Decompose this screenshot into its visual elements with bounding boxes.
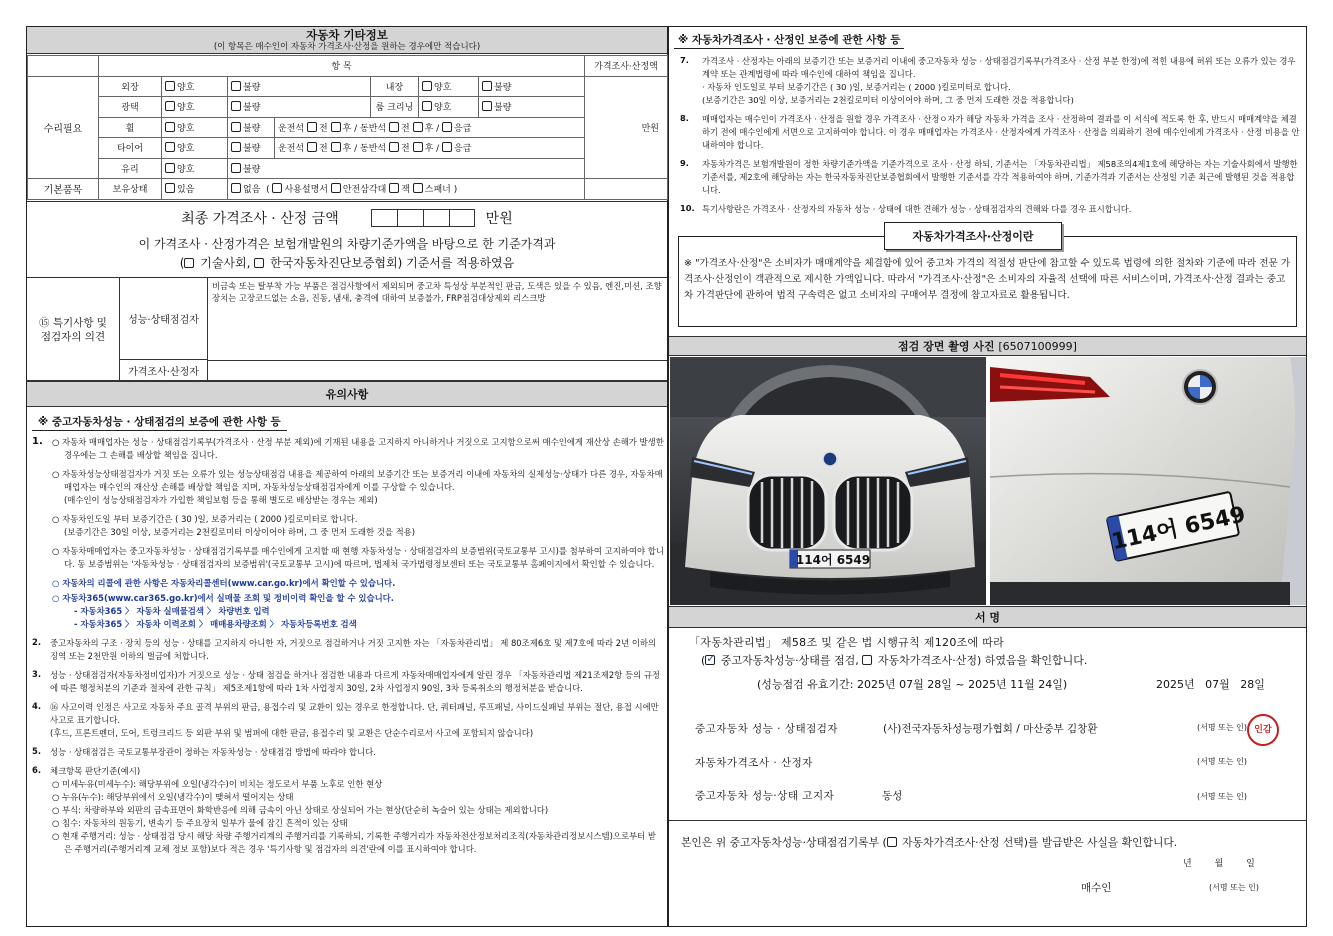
criteria-1: ○ 미세누유(미세누수): 해당부위에 오일(냉각수)이 비치는 정도로서 부품 노후로 인한 현상 — [52, 779, 383, 789]
final-amount-input[interactable] — [371, 209, 475, 227]
tire-position-row: 운전석 전 후 / 동반석 전 후 / 응급 — [275, 138, 585, 159]
tire-bad-checkbox[interactable] — [231, 142, 241, 152]
law-reference: 「자동차관리법」 제58조 및 같은 법 시행규칙 제120조에 따라 — [689, 636, 1005, 649]
rear-plate-text: 114어 6549 — [1109, 502, 1248, 556]
final-amount-section — [27, 201, 667, 278]
wheel-label: 휠 — [99, 117, 162, 138]
wheel-bad-checkbox[interactable] — [231, 122, 241, 132]
receipt-section — [669, 822, 1306, 926]
criteria-5: ○ 현재 주행거리: 성능 · 상태점검 당시 해당 차량 주행거리계의 주행거리를 기록하되, 기록한 주행거리가 자동차전산정보처리조직(자동차관리정보시스템)으로부터 받은 주행거리(주행거리계 교체 정보 포함)보다 적은 경우 '특기사항 및 점검자의 의견'란에 이를 표시하여야 합니다. — [52, 831, 656, 854]
photo-id: [6507100999] — [998, 340, 1077, 353]
tire-good-checkbox[interactable] — [165, 142, 175, 152]
room-bad-checkbox[interactable] — [482, 101, 492, 111]
price-guar-7: 가격조사 · 산정자는 아래의 보증기간 또는 보증거리 이내에 중고자동차 성능 · 상태점검기록부(가격조사 · 산정 부분 한정)에 적힌 내용에 허위 또는 오류가 있는 경우 계약 또는 관계법령에 따라 매수인에 대하여 책임을 집니다. — [702, 56, 1296, 79]
rear-car-photo — [990, 357, 1306, 605]
receipt-date: 년 월 일 — [1183, 859, 1255, 869]
notice-item-f3: - 자동차365 〉 자동차 이력조회 〉 매매용차량조회 〉 자동차등록번호 검색 — [74, 619, 357, 629]
price-guar-10: 특기사항란은 가격조사 · 산정자의 자동차 성능 · 상태에 대한 견해가 성능 · 상태점검자의 견해와 다를 경우 표시합니다. — [702, 204, 1132, 214]
etc-info-header — [27, 27, 667, 54]
price-guar-7b: · 자동차 인도일로 부터 보증기간은 ( 30 )일, 보증거리는 ( 2000 )킬로미터로 합니다. — [702, 82, 1011, 92]
interior-bad-checkbox[interactable] — [482, 81, 492, 91]
notice-heading: ※ 중고자동차성능 · 상태점검의 보증에 관한 사항 등 — [32, 414, 287, 431]
price-appraiser-sign: (서명 또는 인) — [1197, 757, 1247, 766]
price-header: 가격조사·산정액 — [585, 56, 668, 77]
exterior-good-checkbox[interactable] — [165, 81, 175, 91]
notice-5: 성능 · 상태점검은 국토교통부장관이 정하는 자동차성능 · 상태점검 방법에 따라야 합니다. — [50, 747, 376, 757]
price-guar-9: 자동차가격은 보험개발원이 정한 차량기준가액을 기준가격으로 조사 · 산정 하되, 기준서는 「자동차관리법」 제58조의4제1호에 해당하는 자는 기술사회에서 발행한 기준서를, 제2호에 해당하는 자는 한국자동차진단보증협회에서 발행한 기준서를 각각 적용하여야 하며, 기준가격과 기준서는 산정일 기준 최근에 발행된 것을 적용합니다. — [702, 159, 1298, 195]
final-amount-unit: 만원 — [485, 211, 513, 227]
notice-4b: (후드, 프론트펜더, 도어, 트렁크리드 등 외판 부위 및 범퍼에 대한 판금, 용접수리 및 교환은 단순수리로서 사고에 포함되지 않습니다) — [50, 728, 534, 738]
final-amount-title: 최종 가격조사 · 산정 금액 — [181, 211, 339, 227]
etc-info-subtitle: (이 항목은 매수인이 자동차 가격조사·산정을 원하는 경우에만 적습니다) — [213, 42, 481, 52]
notifier-name: 동성 — [882, 790, 903, 802]
inspector-name: (사)전국자동차성능평가협회 / 마산중부 김창환 — [883, 723, 1098, 735]
check-line: (✓ 중고자동차성능·상태를 점검, 자동차가격조사·산정) 하였음을 확인합니다. — [701, 652, 1087, 668]
perf-inspector-opinion: 비금속 또는 탈부착 가능 부품은 점검사항에서 제외되며 중고차 특성상 부분적인 판금, 도색은 있을 수 있음, 엔진,미션, 조향장치는 고장코드없는 소음, 진동, 냄새, 충격에 대하여 보증불가, FRP점검대상제외 리스크방 — [212, 281, 662, 303]
special-notes-label: ⑮ 특기사항 및 점검자의 의견 — [27, 278, 120, 381]
own-status-label: 보유상태 — [99, 179, 162, 200]
gloss-bad-checkbox[interactable] — [231, 101, 241, 111]
notice-item-a: ○ 자동차 매매업자는 성능 · 상태점검기록부(가격조사 · 산정 부분 제외)에 기재된 내용을 고지하지 아니하거나 거짓으로 고지함으로써 매수인에게 재산상 손해가 발생한 경우에는 그 손해를 배상할 책임을 집니다. — [52, 437, 664, 460]
etc-info-title: 자동차 기타정보 — [306, 28, 388, 42]
notice-item-e: ○ 자동차의 리콜에 관한 사항은 자동차리콜센터(www.car.go.kr)에서 확인할 수 있습니다. — [52, 578, 396, 588]
validity-period: (성능점검 유효기간: 2025년 07월 28일 ~ 2025년 11월 24일) — [757, 678, 1068, 691]
have-checkbox[interactable] — [165, 183, 175, 193]
rear-car-illustration — [990, 357, 1306, 605]
room-cleaning-label: 룸 크리닝 — [371, 97, 419, 118]
receipt-text: 본인은 위 중고자동차성능·상태점검기록부 ( 자동차가격조사·산정 선택)를 발급받은 사실을 확인합니다. — [681, 836, 1178, 849]
gloss-label: 광택 — [99, 97, 162, 118]
front-plate-text: 114어 6549 — [795, 553, 871, 567]
wheel-good-checkbox[interactable] — [165, 122, 175, 132]
inspector-label: 중고자동차 성능 · 상태점검자 — [695, 723, 839, 735]
photo-title: 점검 장면 촬영 사진 — [898, 340, 995, 353]
price-guar-8: 매매업자는 매수인이 가격조사 · 산정을 원할 경우 가격조사 · 산정ㅇ자가 해당 자동차 가격을 조사 · 산정하여 결과를 이 서식에 적도록 한 후, 반드시 매매계약을 체결하기 전에 매수인에게 서면으로 고지하여야 합니다. 이 경우 매매업자는 가격조사 · 산정자에게 가격조사 · 산정을 의뢰하기 전에 매수인에게 가격조사 · 산정 비용을 안내하여야 합니다. — [702, 114, 1300, 150]
notice-item-f: ○ 자동차365(www.car365.go.kr)에서 실매물 조회 및 정비이력 확인을 할 수 있습니다. — [52, 593, 394, 603]
final-line1: 이 가격조사 · 산정가격은 보험개발원의 차량기준가액을 바탕으로 한 기준가격과 — [138, 237, 556, 251]
perf-check-checkbox[interactable] — [705, 655, 715, 665]
notice-3: 성능 · 상태점검자(자동차정비업자)가 거짓으로 성능 · 상태 점검을 하거나 점검한 내용과 다르게 자동차매매업자에게 알린 경우 「자동차관리법 제21조제2항 등의 규정에 따른 행정처분의 기준과 절차에 관한 규칙」 제5조제1항에 따라 1차 사업정지 30일, 2차 사업정지 90일, 3차 등록취소의 행정처분을 받습니다. — [50, 670, 661, 693]
notice-item-c2: (보증기간은 30일 이상, 보증거리는 2천킬로미터 이상이어야 하며, 그 중 먼저 도래한 것을 적용) — [64, 527, 416, 537]
criteria-4: ○ 침수: 자동차의 원동기, 변속기 등 주요장치 일부가 물에 잠긴 흔적이 있는 상태 — [52, 818, 348, 828]
glass-bad-checkbox[interactable] — [231, 163, 241, 173]
notice-item-f2: - 자동차365 〉 자동차 실매물검색 〉 차량번호 입력 — [74, 606, 270, 616]
receipt-price-checkbox[interactable] — [887, 837, 897, 847]
notice-4: ⑯ 사고이력 인정은 사고로 자동차 주요 골격 부위의 판금, 용접수리 및 교환이 있는 경우로 한정합니다. 단, 쿼터패널, 루프패널, 사이드실패널 부위는 절단, 용접 시에만 사고로 표기합니다. — [50, 702, 659, 725]
price-guar-7c: (보증기간은 30일 이상, 보증거리는 2천킬로미터 이상이어야 하며, 그 중 먼저 도래한 것을 적용합니다) — [702, 95, 1074, 105]
repair-needed-label: 수리필요 — [28, 76, 99, 179]
notice-item-b: ○ 자동차성능상태점검자가 거짓 또는 오류가 있는 성능상태점검 내용을 제공하여 아래의 보증기간 또는 보증거리 이내에 자동차의 실제성능·상태가 다른 경우, 자동차매매업자는 매수인의 재산상 손해를 배상할 책임을 지며, 자동차성능상태점검자에게 이를 구상할 수 있습니다. — [52, 469, 663, 492]
glass-good-checkbox[interactable] — [165, 163, 175, 173]
front-car-illustration — [670, 357, 986, 605]
definition-text: ※ "가격조사·산정"은 소비자가 매매계약을 체결함에 있어 중고차 가격의 적절성 판단에 참고할 수 있도록 법령에 의한 절차와 기준에 따라 전문 가격조사·산정인이 객관적으로 제시한 가액입니다. 따라서 "가격조사·산정"은 소비자의 자율적 선택에 따른 서비스이며, 가격조사·산정 결과는 중고차 가격판단에 관하여 법적 구속력은 없고 소비자의 구매여부 결정에 참고자료로 활용됩니다. — [684, 258, 1291, 301]
tire-label: 타이어 — [99, 138, 162, 159]
wheel-position-row: 운전석 전 후 / 동반석 전 후 / 응급 — [275, 117, 585, 138]
interior-label: 내장 — [371, 76, 419, 97]
kadwa-checkbox[interactable] — [254, 258, 264, 268]
special-notes-section — [27, 278, 667, 381]
notice-body: ※ 중고자동차성능 · 상태점검의 보증에 관한 사항 등 1. ○ 자동차 매매업자는 성능 · 상태점검기록부(가격조사 · 산정 부분 제외)에 기재된 내용을 고지하지 아니하거나 거짓으로 고지함으로써 매수인에게 재산상 손해가 발생한 경우에는 그 손해를 배상할 책임을 집니다. ○ 자동차성능상태점검자가 거짓 또는 오류가 있는 성능상태점검 내용을 제공하여 아래의 보증기간 또는 보증거리 이내에 자동차의 실제성능·상태가 다른 경우, 자동차매매업자는 매수인의 재산상 손해를 배상할 책임을 지며, 자동차성능상태점검자에게 이를 구상할 수 있습니다. (매수인이 성능상태점검자가 가입한 책임보험 등을 통해 별도로 배상받는 경우는 제외) ○ 자동차인도일 부터 보증기간은 ( 30 )일, 보증거리는 ( 2000 )킬로미터로 합니다. (보증기간은 30일 이상, 보증거리는 2천킬로미터 이상이어야 하며, 그 중 먼저 도래한 것을 적용) ○ 자동차매매업자는 중고자동차성능 · 상태점검기록부를 매수인에게 고지할 때 현행 자동차성능 · 상태점검자의 보증범위(국토교통부 고시)를 첨부하여 고지하여야 합니다. 동 보증범위는 '자동차성능 · 상태점검자의 보증범위'(국토교통부 고시)에 따르며, 법제처 국가법령정보센터 또는 국토교통부 홈페이지에서 확인할 수 있습니다. ○ 자동차의 리콜에 관한 사항은 자동차리콜센터(www.car.go.kr)에서 확인할 수 있습니다. ○ 자동차365(www.car365.go.kr)에서 실매물 조회 및 정비이력 확인을 할 수 있습니다. - 자동차365 〉 자동차 실매물검색 〉 차량번호 입력 - 자동차365 〉 자동차 이력조회 〉 매매용차량조회 〉 자동차등록번호 검색 2. 중고자동차의 구조 · 장치 등의 성능 · 상태를 고지하지 아니한 자, 거짓으로 점검하거나 거짓 고지한 자는 「자동차관리법」 제 80조제6호 및 제7호에 따라 2년 이하의 징역 또는 2천만원 이하의 벌금에 처합니다. 3. 성능 · 상태점검자(자동차정비업자)가 거짓으로 성능 · 상태 점검을 하거나 점검한 내용과 다르게 자동차매매업자에게 알린 경우 「자동차관리법 제21조제2항 등의 규정에 따른 행정처분의 기준과 절차에 관한 규칙」 제5조제1항에 따라 1차 사업정지 30일, 2차 사업정지 90일, 3차 등록취소의 행정처분을 받습니다. 4. ⑯ 사고이력 인정은 사고로 자동차 주요 골격 부위의 판금, 용접수리 및 교환이 있는 경우로 한정합니다. 단, 쿼터패널, 루프패널, 사이드실패널 부위는 절단, 용접 시에만 사고로 표기합니다. (후드, 프론트펜더, 도어, 트렁크리드 등 외판 부위 및 범퍼에 대한 판금, 용접수리 및 교환은 단순수리로서 사고에 포함되지 않습니다) 5. 성능 · 상태점검은 국토교통부장관이 정하는 자동차성능 · 상태점검 방법에 따라야 합니다. 6. 체크항목 판단기준(예시) ○ 미세누유(미세누수): 해당부위에 오일(냉각수)이 비치는 정도로서 부품 노후로 인한 현상 ○ 누유(누수): 해당부위에서 오일(냉각수)이 맺혀서 떨어지는 상태 ○ 부식: 차량하부와 외판의 금속표면이 화학반응에 의해 금속이 아닌 상태로 상실되어 가는 현상(단순히 녹슬어 있는 상태는 제외합니다) ○ 침수: 자동차의 원동기, 변속기 등 주요장치 일부가 물에 잠긴 흔적이 있는 상태 ○ 현재 주행거리: 성능 · 상태점검 당시 해당 차량 주행거리계의 주행거리를 기록하되, 기록한 주행거리가 자동차전산정보처리조직(자동차관리정보시스템)으로부터 받은 주행거리(주행거리계 교체 정보 포함)보다 적은 경우 '특기사항 및 점검자의 의견'란에 이를 표시하여야 합니다. — [32, 416, 664, 854]
repair-table: 항 목 가격조사·산정액 수리필요 외장 양호 불량 내장 양호 불량 만원 광택 양호 불량 룸 크리닝 양호 불량 휠 양호 불량 운전석 전 후 / 동반석 전 후 / 응급 타이어 양호 불량 운전석 전 후 / 동반석 전 후 / 응급 유리 양호 불량 기본품목 보유상태 있음 없음 ( 사용설명서 안전삼각대 잭 스패너 ) — [27, 55, 667, 200]
notice-item-b2: (매수인이 성능상태점검자가 가입한 책임보험 등을 통해 별도로 배상받는 경우는 제외) — [64, 495, 378, 505]
notice-item-d: ○ 자동차매매업자는 중고자동차성능 · 상태점검기록부를 매수인에게 고지할 때 현행 자동차성능 · 상태점검자의 보증범위(국토교통부 고시)를 첨부하여 고지하여야 합니다. 동 보증범위는 '자동차성능 · 상태점검자의 보증범위'(국토교통부 고시)에 따르며, 법제처 국가법령정보센터 또는 국토교통부 홈페이지에서 확인할 수 있습니다. — [52, 546, 664, 569]
price-appraiser-label: 자동차가격조사 · 산정자 — [695, 757, 813, 769]
exterior-bad-checkbox[interactable] — [231, 81, 241, 91]
buyer-label: 매수인 — [1081, 882, 1112, 894]
price-guarantee-section: ※ 자동차가격조사 · 산정인 보증에 관한 사항 등 7. 가격조사 · 산정자는 아래의 보증기간 또는 보증거리 이내에 중고자동차 성능 · 상태점검기록부(가격조사 · 산정 부분 한정)에 적힌 내용에 허위 또는 오류가 있는 경우 계약 또는 관계법령에 따라 매수인에 대하여 책임을 집니다. · 자동차 인도일로 부터 보증기간은 ( 30 )일, 보증거리는 ( 2000 )킬로미터로 합니다. (보증기간은 30일 이상, 보증거리는 2천킬로미터 이상이어야 하며, 그 중 먼저 도래한 것을 적용합니다) 8. 매매업자는 매수인이 가격조사 · 산정을 원할 경우 가격조사 · 산정ㅇ자가 해당 자동차 가격을 조사 · 산정하여 결과를 이 서식에 적도록 한 후, 반드시 매매계약을 체결하기 전에 매수인에게 서면으로 고지하여야 합니다. 이 경우 매매업자는 가격조사 · 산정자에게 가격조사 · 산정을 의뢰하기 전에 매수인에게 가격조사 · 산정 비용을 안내하여야 합니다. 9. 자동차가격은 보험개발원이 정한 차량기준가액을 기준가격으로 조사 · 산정 하되, 기준서는 「자동차관리법」 제58조의4제1호에 해당하는 자는 기술사회에서 발행한 기준서를, 제2호에 해당하는 자는 한국자동차진단보증협회에서 발행한 기준서를 각각 적용하여야 하며, 기준가격과 기준서는 산정일 기준 최근에 발행된 것을 적용합니다. 10. 특기사항란은 가격조사 · 산정자의 자동차 성능 · 상태에 대한 견해가 성능 · 상태점검자의 견해와 다를 경우 표시합니다. — [674, 32, 1302, 216]
notice-item-c: ○ 자동차인도일 부터 보증기간은 ( 30 )일, 보증거리는 ( 2000 )킬로미터로 합니다. — [52, 514, 358, 524]
exterior-label: 외장 — [99, 76, 162, 97]
notice-2: 중고자동차의 구조 · 장치 등의 성능 · 상태를 고지하지 아니한 자, 거짓으로 점검하거나 거짓 고지한 자는 「자동차관리법」 제 80조제6호 및 제7호에 따라 2년 이하의 징역 또는 2천만원 이하의 벌금에 처합니다. — [50, 638, 657, 661]
price-check-checkbox[interactable] — [862, 655, 872, 665]
price-guarantee-heading: ※ 자동차가격조사 · 산정인 보증에 관한 사항 등 — [674, 32, 904, 49]
basic-items-label: 기본품목 — [28, 179, 99, 200]
sign-date: 2025년 07월 28일 — [1156, 678, 1265, 691]
notice-6: 체크항목 판단기준(예시) — [50, 766, 141, 776]
definition-title: 자동차가격조사·산정이란 — [884, 222, 1062, 250]
criteria-3: ○ 부식: 차량하부와 외판의 금속표면이 화학반응에 의해 금속이 아닌 상태로 상실되어 가는 현상(단순히 녹슬어 있는 상태는 제외합니다) — [52, 805, 549, 815]
buyer-sign: (서명 또는 인) — [1209, 883, 1259, 892]
room-good-checkbox[interactable] — [422, 101, 432, 111]
notifier-label: 중고자동차 성능·상태 고지자 — [695, 790, 835, 802]
notice-header: 유의사항 — [27, 381, 667, 407]
front-car-photo — [670, 357, 986, 605]
inspector-sign: (서명 또는 인) — [1197, 723, 1247, 732]
perf-inspector-label: 성능·상태점검자 — [120, 278, 208, 360]
interior-good-checkbox[interactable] — [422, 81, 432, 91]
final-line2: ( 기술사회, 한국자동차진단보증협회) 기준서를 적용하였음 — [179, 256, 515, 270]
photo-header — [669, 336, 1306, 356]
item-header: 항 목 — [99, 56, 585, 77]
price-unit: 만원 — [585, 76, 668, 179]
price-inspector-label: 가격조사·산정자 — [120, 360, 208, 381]
engineer-society-checkbox[interactable] — [184, 258, 194, 268]
notifier-sign: (서명 또는 인) — [1197, 792, 1247, 801]
signature-header: 서 명 — [669, 606, 1306, 628]
inspector-seal: 인감 — [1247, 714, 1279, 746]
glass-label: 유리 — [99, 158, 162, 179]
criteria-2: ○ 누유(누수): 해당부위에서 오일(냉각수)이 맺혀서 떨어지는 상태 — [52, 792, 294, 802]
gloss-good-checkbox[interactable] — [165, 101, 175, 111]
signature-section — [669, 628, 1306, 821]
basic-items-row: 없음 ( 사용설명서 안전삼각대 잭 스패너 ) — [228, 179, 585, 200]
